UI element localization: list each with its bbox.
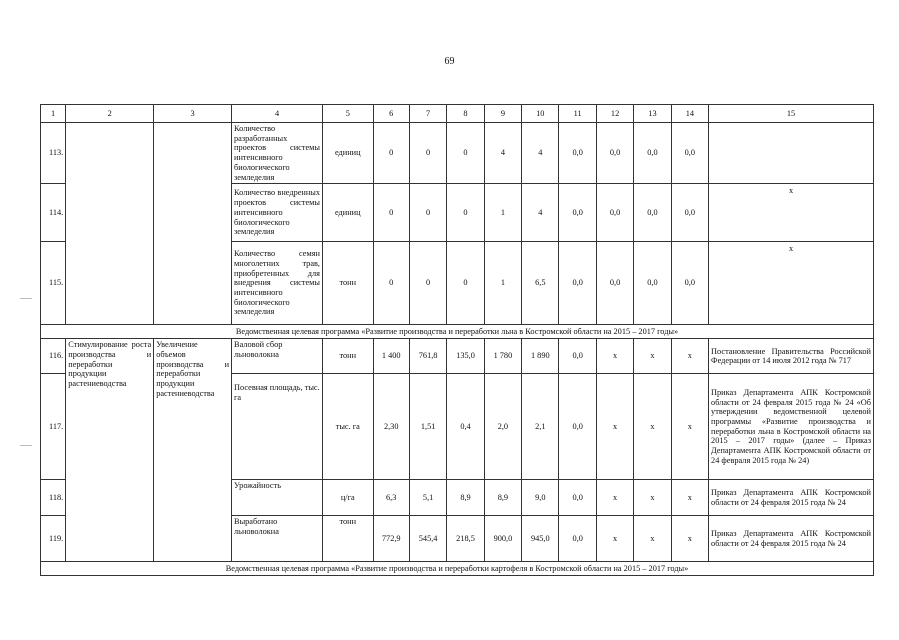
- value-cell: 6,3: [373, 480, 409, 516]
- result-cell: [154, 123, 232, 325]
- value-cell: 0,0: [559, 480, 596, 516]
- value-cell: 0,0: [559, 339, 596, 374]
- value-cell: 2,0: [484, 374, 521, 480]
- value-cell: 772,9: [373, 516, 409, 562]
- value-cell: 0,0: [559, 374, 596, 480]
- value-cell: 0: [373, 242, 409, 325]
- value-cell: х: [671, 480, 708, 516]
- value-cell: х: [671, 374, 708, 480]
- value-cell: х: [634, 516, 671, 562]
- value-cell: 0,0: [671, 242, 708, 325]
- indicators-table: [40, 104, 874, 576]
- value-cell: 0: [447, 184, 484, 242]
- basis-cell: Приказ Департамента АПК Костромской области от 24 февраля 2015 года № 24: [709, 480, 874, 516]
- value-cell: 4: [484, 123, 521, 184]
- header-cell: 14: [671, 105, 708, 123]
- indicator-name: Количество семян многолетних трав, приобретенных для внедрения системы интенсивного биологического земледелия: [232, 242, 323, 325]
- basis-cell: Приказ Департамента АПК Костромской области от 24 февраля 2015 года № 24 «Об утверждении ведомственной целевой программы «Развитие производства и переработки льна в Костромской области на 2015 – 2017 годы» (далее – Приказ Департамента АПК Костромской области от 24 февраля 2015 года № 24): [709, 374, 874, 480]
- row-number: 117.: [41, 374, 66, 480]
- value-cell: 0: [447, 242, 484, 325]
- value-cell: 9,0: [522, 480, 559, 516]
- value-cell: 2,30: [373, 374, 409, 480]
- value-cell: 0: [447, 123, 484, 184]
- row-number: 114.: [41, 184, 66, 242]
- value-cell: х: [634, 374, 671, 480]
- value-cell: 0: [373, 184, 409, 242]
- header-cell: 7: [409, 105, 446, 123]
- value-cell: 1: [484, 242, 521, 325]
- value-cell: 0: [409, 184, 446, 242]
- value-cell: 4: [522, 123, 559, 184]
- value-cell: 0: [409, 242, 446, 325]
- value-cell: 8,9: [447, 480, 484, 516]
- header-cell: 1: [41, 105, 66, 123]
- value-cell: 0,0: [671, 184, 708, 242]
- header-cell: 6: [373, 105, 409, 123]
- value-cell: 1 400: [373, 339, 409, 374]
- unit: тонн: [323, 339, 374, 374]
- basis-cell: Приказ Департамента АПК Костромской области от 24 февраля 2015 года № 24: [709, 516, 874, 562]
- value-cell: 0,0: [559, 184, 596, 242]
- program-title: Ведомственная целевая программа «Развитие производства и переработки льна в Костромской области на 2015 – 2017 годы»: [41, 325, 874, 339]
- header-cell: 11: [559, 105, 596, 123]
- value-cell: 0,0: [559, 123, 596, 184]
- value-cell: 0,0: [596, 242, 633, 325]
- table-row: [41, 123, 874, 184]
- basis-cell: [709, 123, 874, 184]
- value-cell: 945,0: [522, 516, 559, 562]
- value-cell: х: [634, 339, 671, 374]
- value-cell: х: [596, 339, 633, 374]
- value-cell: 1,51: [409, 374, 446, 480]
- unit: единиц: [323, 123, 374, 184]
- header-cell: 9: [484, 105, 521, 123]
- header-cell: 13: [634, 105, 671, 123]
- unit: единиц: [323, 184, 374, 242]
- unit: тонн: [323, 516, 374, 562]
- value-cell: 0,0: [634, 242, 671, 325]
- value-cell: х: [634, 480, 671, 516]
- value-cell: 6,5: [522, 242, 559, 325]
- unit: тонн: [323, 242, 374, 325]
- value-cell: 4: [522, 184, 559, 242]
- value-cell: 8,9: [484, 480, 521, 516]
- header-cell: 3: [154, 105, 232, 123]
- unit: тыс. га: [323, 374, 374, 480]
- value-cell: 135,0: [447, 339, 484, 374]
- program-title: Ведомственная целевая программа «Развитие производства и переработки картофеля в Костромской области на 2015 – 2017 годы»: [41, 562, 874, 576]
- value-cell: 761,8: [409, 339, 446, 374]
- margin-tick: [20, 298, 32, 299]
- value-cell: 0,0: [596, 123, 633, 184]
- measure-cell: [66, 123, 154, 325]
- table-row: [41, 339, 874, 374]
- indicator-name: Урожайность: [232, 480, 323, 516]
- header-cell: 10: [522, 105, 559, 123]
- value-cell: 0: [409, 123, 446, 184]
- header-cell: 2: [66, 105, 154, 123]
- indicator-name: Выработано льноволокна: [232, 516, 323, 562]
- program-band: [41, 325, 874, 339]
- value-cell: 2,1: [522, 374, 559, 480]
- page-number: 69: [444, 56, 455, 67]
- value-cell: 0,0: [596, 184, 633, 242]
- value-cell: 0,0: [671, 123, 708, 184]
- header-cell: 5: [323, 105, 374, 123]
- header-cell: 8: [447, 105, 484, 123]
- value-cell: 0,0: [634, 184, 671, 242]
- value-cell: х: [671, 339, 708, 374]
- unit: ц/га: [323, 480, 374, 516]
- value-cell: 0,4: [447, 374, 484, 480]
- basis-cell: х: [709, 242, 874, 325]
- row-number: 113.: [41, 123, 66, 184]
- indicator-name: Валовой сбор льноволокна: [232, 339, 323, 374]
- value-cell: х: [671, 516, 708, 562]
- value-cell: х: [596, 374, 633, 480]
- basis-cell: Постановление Правительства Российской Федерации от 14 июля 2012 года № 717: [709, 339, 874, 374]
- value-cell: х: [596, 480, 633, 516]
- program-band: [41, 562, 874, 576]
- value-cell: 1 780: [484, 339, 521, 374]
- value-cell: 1: [484, 184, 521, 242]
- header-cell: 15: [709, 105, 874, 123]
- value-cell: 5,1: [409, 480, 446, 516]
- row-number: 119.: [41, 516, 66, 562]
- value-cell: 0: [373, 123, 409, 184]
- value-cell: 0,0: [634, 123, 671, 184]
- value-cell: 0,0: [559, 516, 596, 562]
- measure-cell: Стимулирование роста производства и переработки продукции растениеводства: [66, 339, 154, 562]
- indicator-name: Количество разработанных проектов системы интенсивного биологического земледелия: [232, 123, 323, 184]
- header-cell: 12: [596, 105, 633, 123]
- header-cell: 4: [232, 105, 323, 123]
- row-number: 116.: [41, 339, 66, 374]
- result-cell: Увеличение объемов производства и переработки продукции растениеводства: [154, 339, 232, 562]
- row-number: 115.: [41, 242, 66, 325]
- value-cell: 900,0: [484, 516, 521, 562]
- indicator-name: Посевная площадь, тыс. га: [232, 374, 323, 480]
- value-cell: 545,4: [409, 516, 446, 562]
- value-cell: 1 890: [522, 339, 559, 374]
- row-number: 118.: [41, 480, 66, 516]
- indicator-name: Количество внедренных проектов системы интенсивного биологического земледелия: [232, 184, 323, 242]
- basis-cell: х: [709, 184, 874, 242]
- header-row: [41, 105, 874, 123]
- margin-tick: [20, 445, 32, 446]
- value-cell: 218,5: [447, 516, 484, 562]
- value-cell: х: [596, 516, 633, 562]
- value-cell: 0,0: [559, 242, 596, 325]
